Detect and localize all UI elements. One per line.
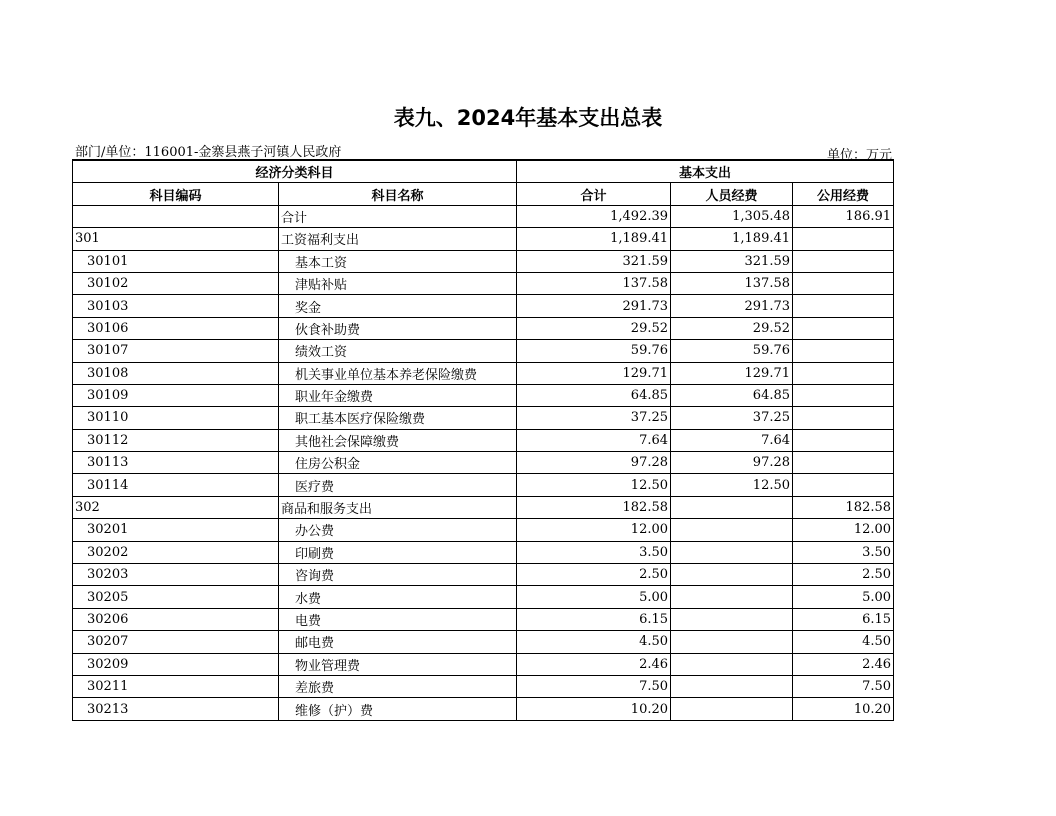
table-row <box>73 608 894 630</box>
cell-personnel <box>671 608 793 630</box>
cell-personnel: 1,189.41 <box>671 228 793 250</box>
table-row <box>73 452 894 474</box>
department-label: 部门/单位：116001-金寨县燕子河镇人民政府 <box>75 145 342 160</box>
cell-total: 64.85 <box>517 384 671 406</box>
table-row <box>73 407 894 429</box>
cell-total: 2.50 <box>517 564 671 586</box>
cell-public: 2.50 <box>793 564 894 586</box>
cell-code: 30110 <box>73 407 279 429</box>
cell-name: 职业年金缴费 <box>279 384 517 406</box>
cell-public: 7.50 <box>793 675 894 697</box>
cell-public: 2.46 <box>793 653 894 675</box>
table-body <box>73 205 894 720</box>
cell-total: 37.25 <box>517 407 671 429</box>
cell-public <box>793 429 894 451</box>
table-row <box>73 362 894 384</box>
cell-code: 30112 <box>73 429 279 451</box>
cell-total: 182.58 <box>517 496 671 518</box>
table-row <box>73 340 894 362</box>
cell-total: 3.50 <box>517 541 671 563</box>
cell-code: 30205 <box>73 586 279 608</box>
cell-public <box>793 295 894 317</box>
cell-name: 津贴补贴 <box>279 272 517 294</box>
cell-total: 7.50 <box>517 675 671 697</box>
table-row <box>73 205 894 227</box>
table-row <box>73 496 894 518</box>
cell-public <box>793 452 894 474</box>
cell-name: 差旅费 <box>279 675 517 697</box>
cell-name: 住房公积金 <box>279 452 517 474</box>
cell-code: 301 <box>73 228 279 250</box>
cell-code: 30101 <box>73 250 279 272</box>
table-row <box>73 631 894 653</box>
header-public: 公用经费 <box>793 183 894 205</box>
table-row <box>73 295 894 317</box>
cell-total: 7.64 <box>517 429 671 451</box>
cell-name: 商品和服务支出 <box>279 496 517 518</box>
cell-name: 基本工资 <box>279 250 517 272</box>
cell-code: 30207 <box>73 631 279 653</box>
cell-code: 30206 <box>73 608 279 630</box>
cell-public: 182.58 <box>793 496 894 518</box>
cell-code: 302 <box>73 496 279 518</box>
cell-personnel <box>671 519 793 541</box>
cell-public <box>793 340 894 362</box>
cell-code: 30203 <box>73 564 279 586</box>
expenditure-table <box>72 159 894 721</box>
cell-personnel: 29.52 <box>671 317 793 339</box>
cell-public <box>793 228 894 250</box>
table-row <box>73 564 894 586</box>
table-row <box>73 272 894 294</box>
cell-name: 机关事业单位基本养老保险缴费 <box>279 362 517 384</box>
cell-code: 30102 <box>73 272 279 294</box>
cell-name: 维修（护）费 <box>279 698 517 720</box>
page-title: 表九、2024年基本支出总表 <box>393 106 663 130</box>
cell-personnel: 291.73 <box>671 295 793 317</box>
cell-total: 12.00 <box>517 519 671 541</box>
header-basic-expenditure: 基本支出 <box>517 160 894 183</box>
cell-personnel: 59.76 <box>671 340 793 362</box>
cell-name: 职工基本医疗保险缴费 <box>279 407 517 429</box>
cell-total: 321.59 <box>517 250 671 272</box>
cell-code: 30211 <box>73 675 279 697</box>
cell-personnel: 12.50 <box>671 474 793 496</box>
table-row <box>73 541 894 563</box>
header-name: 科目名称 <box>279 183 517 205</box>
cell-name: 邮电费 <box>279 631 517 653</box>
cell-name: 合计 <box>279 205 517 227</box>
cell-total: 29.52 <box>517 317 671 339</box>
cell-name: 绩效工资 <box>279 340 517 362</box>
table-row <box>73 250 894 272</box>
cell-total: 129.71 <box>517 362 671 384</box>
cell-name: 其他社会保障缴费 <box>279 429 517 451</box>
cell-code: 30201 <box>73 519 279 541</box>
cell-code: 30108 <box>73 362 279 384</box>
cell-personnel: 129.71 <box>671 362 793 384</box>
cell-name: 电费 <box>279 608 517 630</box>
cell-public: 186.91 <box>793 205 894 227</box>
cell-total: 6.15 <box>517 608 671 630</box>
cell-total: 5.00 <box>517 586 671 608</box>
cell-personnel <box>671 541 793 563</box>
table-row <box>73 653 894 675</box>
cell-total: 10.20 <box>517 698 671 720</box>
cell-personnel <box>671 496 793 518</box>
cell-personnel: 64.85 <box>671 384 793 406</box>
cell-code: 30213 <box>73 698 279 720</box>
cell-total: 97.28 <box>517 452 671 474</box>
table-row <box>73 384 894 406</box>
cell-personnel <box>671 698 793 720</box>
cell-public: 12.00 <box>793 519 894 541</box>
cell-code: 30107 <box>73 340 279 362</box>
cell-public: 3.50 <box>793 541 894 563</box>
cell-personnel <box>671 653 793 675</box>
cell-personnel <box>671 631 793 653</box>
cell-name: 咨询费 <box>279 564 517 586</box>
table-row <box>73 474 894 496</box>
cell-public: 5.00 <box>793 586 894 608</box>
cell-public <box>793 362 894 384</box>
cell-personnel: 137.58 <box>671 272 793 294</box>
cell-total: 1,189.41 <box>517 228 671 250</box>
cell-code: 30114 <box>73 474 279 496</box>
table-row <box>73 228 894 250</box>
cell-personnel: 7.64 <box>671 429 793 451</box>
cell-personnel <box>671 586 793 608</box>
cell-total: 1,492.39 <box>517 205 671 227</box>
cell-name: 物业管理费 <box>279 653 517 675</box>
cell-personnel: 97.28 <box>671 452 793 474</box>
cell-code: 30113 <box>73 452 279 474</box>
cell-total: 2.46 <box>517 653 671 675</box>
cell-code: 30209 <box>73 653 279 675</box>
cell-personnel <box>671 564 793 586</box>
cell-total: 59.76 <box>517 340 671 362</box>
cell-public: 10.20 <box>793 698 894 720</box>
table-row <box>73 519 894 541</box>
cell-personnel <box>671 675 793 697</box>
cell-public <box>793 250 894 272</box>
cell-public <box>793 474 894 496</box>
table-row <box>73 429 894 451</box>
cell-name: 水费 <box>279 586 517 608</box>
cell-total: 137.58 <box>517 272 671 294</box>
cell-code: 30109 <box>73 384 279 406</box>
cell-public: 6.15 <box>793 608 894 630</box>
cell-total: 12.50 <box>517 474 671 496</box>
table-row <box>73 317 894 339</box>
cell-name: 办公费 <box>279 519 517 541</box>
header-total: 合计 <box>517 183 671 205</box>
cell-public <box>793 384 894 406</box>
table-row <box>73 586 894 608</box>
cell-public <box>793 317 894 339</box>
cell-total: 4.50 <box>517 631 671 653</box>
cell-name: 印刷费 <box>279 541 517 563</box>
cell-public <box>793 407 894 429</box>
cell-code: 30202 <box>73 541 279 563</box>
header-code: 科目编码 <box>73 183 279 205</box>
cell-name: 工资福利支出 <box>279 228 517 250</box>
cell-name: 医疗费 <box>279 474 517 496</box>
cell-total: 291.73 <box>517 295 671 317</box>
header-economic-category: 经济分类科目 <box>73 160 517 183</box>
cell-name: 伙食补助费 <box>279 317 517 339</box>
table-row <box>73 698 894 720</box>
cell-personnel: 1,305.48 <box>671 205 793 227</box>
cell-code: 30103 <box>73 295 279 317</box>
cell-public <box>793 272 894 294</box>
cell-name: 奖金 <box>279 295 517 317</box>
cell-code <box>73 205 279 227</box>
unit-label: 单位：万元 <box>826 148 892 163</box>
header-personnel: 人员经费 <box>671 183 793 205</box>
table-row <box>73 675 894 697</box>
cell-code: 30106 <box>73 317 279 339</box>
cell-public: 4.50 <box>793 631 894 653</box>
cell-personnel: 37.25 <box>671 407 793 429</box>
cell-personnel: 321.59 <box>671 250 793 272</box>
